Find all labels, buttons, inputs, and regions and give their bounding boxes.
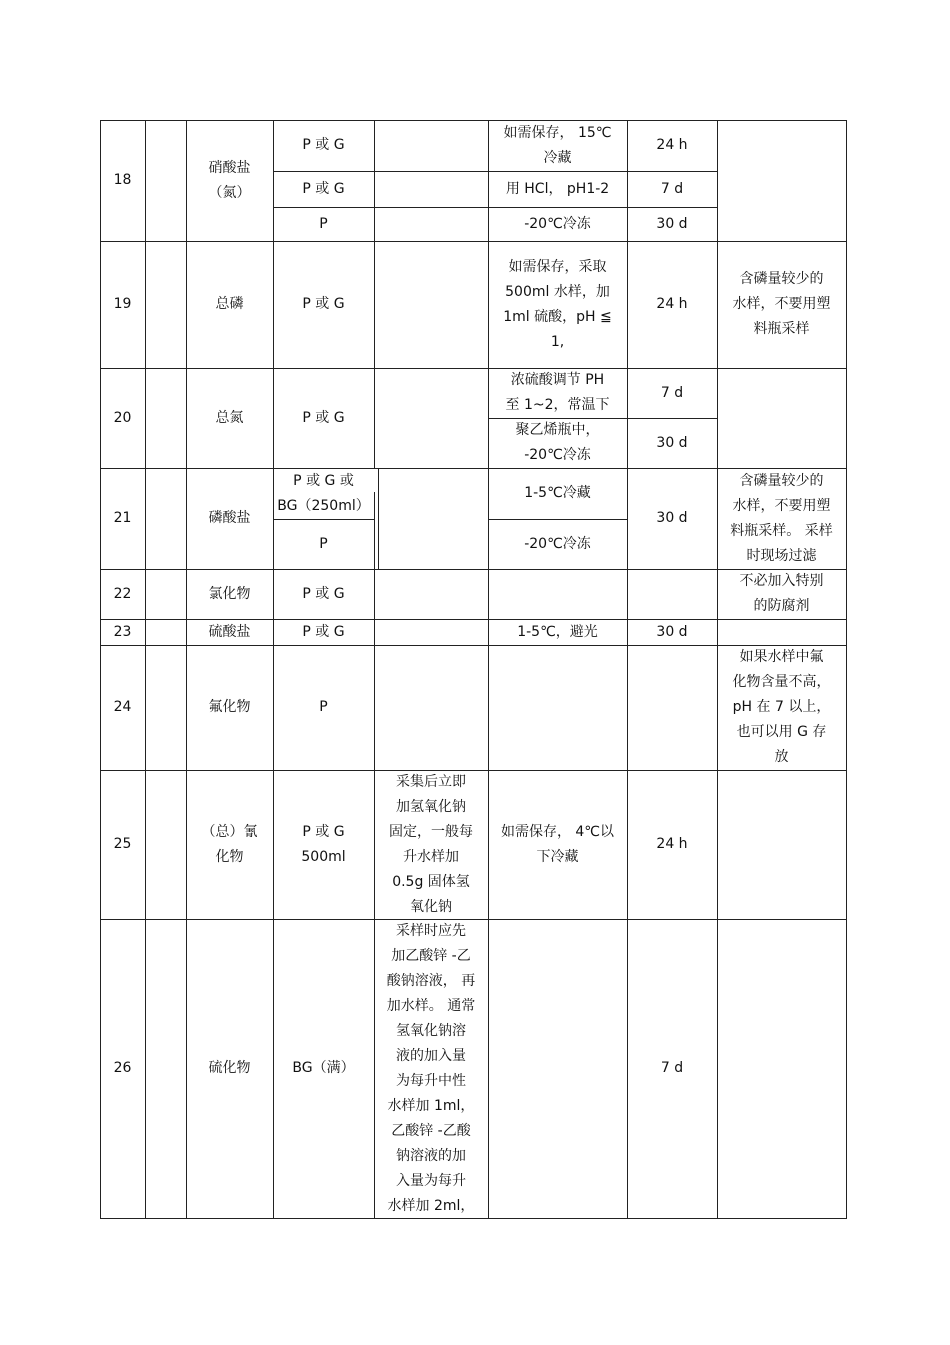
remark-line: 水样，不要用塑 [732,497,831,514]
item-name [186,619,273,645]
row-number-text: 24 [113,699,132,715]
container-type-line: P 或 G [302,296,345,312]
container-type-line: P 或 G [302,180,345,197]
container-type-line: P [319,699,328,715]
remark-line: 如果水样中氟 [739,649,824,665]
holding-time-line: 7 d [660,384,684,401]
holding-time [627,241,717,368]
storage-condition-line: 1-5℃冷藏 [524,485,591,501]
row-number-text: 21 [113,510,132,526]
row-number-text: 20 [113,409,132,426]
storage-condition [488,241,627,368]
holding-time-line: 30 d [656,434,688,451]
fixative-method-line: 固定，一般每 [389,823,473,840]
storage-condition [488,418,627,468]
fixative-method-line: 液的加入量 [396,1047,466,1064]
container-type [273,569,374,619]
remark-line: 含磷量较少的 [739,472,824,489]
holding-time-line: 30 d [656,215,688,232]
holding-time [627,207,717,241]
container-type-line: BG（满） [292,1060,355,1076]
holding-time-line: 24 h [656,296,688,312]
container-type-line: 500ml [301,848,346,865]
item-name-line: 硫化物 [208,1060,251,1076]
grid-line-vertical [846,120,847,1219]
grid-line-vertical [374,120,375,469]
row-number [100,770,145,919]
storage-condition [488,120,627,171]
container-type [273,919,374,1218]
container-type-line: P 或 G [302,585,345,602]
fixative-method-line: 乙酸锌 -乙酸 [391,1122,471,1139]
container-type [273,368,374,468]
remark-line: 水样，不要用塑 [732,296,831,312]
fixative-method-line: 酸钠溶液， 再 [386,972,476,989]
holding-time-line: 7 d [660,180,684,197]
storage-condition-line: -20℃冷冻 [524,215,591,232]
fixative-method-line: 氧化钠 [410,898,452,915]
container-type [273,120,374,171]
holding-time-line: 30 d [656,510,688,526]
holding-time-line: 24 h [656,836,688,852]
container-type-line: P [319,215,328,232]
row-number [100,919,145,1218]
storage-condition-line: 如需保存， 15℃ [503,124,612,141]
remark-line: 的防腐剂 [753,598,810,614]
holding-time [627,919,717,1218]
fixative-method-line: 加氢氧化钠 [396,798,466,815]
item-name [186,645,273,770]
container-type [273,645,374,770]
item-name-line: 化物 [215,848,244,865]
storage-condition [488,368,627,418]
container-type [273,770,374,919]
remark [717,645,846,770]
storage-condition-line: 1, [550,333,565,350]
container-type [273,619,374,645]
holding-time [627,418,717,468]
remark-line: pH 在 7 以上， [732,699,831,715]
holding-time [627,468,717,569]
remark-line: 含磷量较少的 [739,271,824,287]
row-number [100,468,145,569]
item-name-line: 硝酸盐 [208,159,251,176]
storage-condition-line: 500ml 水样，加 [505,283,610,300]
storage-condition [488,519,627,569]
fixative-method-line: 氢氧化钠溶 [396,1022,466,1039]
row-number [100,120,145,241]
item-name-line: 总磷 [215,296,244,312]
holding-time [627,770,717,919]
fixative-method-line: 升水样加 [403,848,459,865]
container-type-line: P [319,535,328,552]
fixative-method-line: 水样加 1ml， [387,1097,475,1114]
holding-time [627,171,717,207]
storage-condition-line: 聚乙烯瓶中， [515,422,600,438]
holding-time [627,368,717,418]
fixative-method [374,919,488,1218]
storage-condition-line: 至 1~2，常温下 [505,397,610,413]
item-name [186,368,273,468]
container-type-line: BG（250ml） [277,497,370,514]
remark [717,241,846,368]
container-type [273,468,374,519]
storage-condition-line: -20℃冷冻 [524,447,591,463]
remark-line: 化物含量不高， [732,674,831,690]
remark-line: 料瓶采样。 采样 [730,522,833,539]
container-type-line: P 或 G [302,823,345,840]
holding-time-line: 7 d [660,1060,684,1076]
row-number [100,368,145,468]
container-type [273,241,374,368]
remark-line: 料瓶采样 [753,321,810,337]
remark-line: 放 [774,749,789,765]
item-name [186,120,273,241]
fixative-method [374,770,488,919]
fixative-method-line: 采样时应先 [396,922,466,939]
holding-time-line: 24 h [656,137,688,153]
item-name-line: （氮） [208,184,251,201]
grid-line-vertical [145,120,146,1219]
container-type-line: P 或 G [302,409,345,426]
row-number-text: 26 [113,1060,132,1076]
storage-condition [488,619,627,645]
storage-condition-line: 1ml 硫酸，pH ≦ [503,308,612,325]
storage-condition [488,171,627,207]
item-name [186,919,273,1218]
storage-condition-line: 1-5℃，避光 [517,623,598,640]
item-name-line: 氟化物 [208,699,251,715]
container-type [273,207,374,241]
remark-line: 不必加入特别 [739,573,824,589]
storage-condition-line: -20℃冷冻 [524,535,591,552]
remark [717,468,846,569]
holding-time [627,120,717,171]
fixative-method-line: 0.5g 固体氢 [392,873,470,890]
holding-time [627,619,717,645]
item-name-line: 总氮 [215,409,244,426]
fixative-method-line: 水样加 2ml， [387,1197,475,1214]
row-number-text: 19 [113,296,132,312]
row-number-text: 18 [113,172,132,188]
container-type-line: P 或 G [302,137,345,153]
item-name-line: 氯化物 [208,585,251,602]
remark-line: 时现场过滤 [746,547,817,564]
holding-time-line: 30 d [656,623,688,640]
fixative-method-line: 加乙酸锌 -乙 [391,947,471,964]
remark [717,569,846,619]
storage-condition-line: 下冷藏 [536,848,579,865]
storage-condition-line: 用 HCl， pH1-2 [505,180,610,197]
fixative-method-line: 入量为每升 [396,1172,466,1189]
storage-condition-line: 如需保存， 4℃以 [500,823,615,840]
storage-condition-line: 冷藏 [543,149,572,166]
row-number [100,619,145,645]
item-name [186,770,273,919]
grid-line-vertical [378,468,379,570]
item-name-line: （总）氰 [201,823,258,840]
item-name [186,468,273,569]
container-type [273,171,374,207]
fixative-method-line: 钠溶液的加 [396,1147,466,1164]
item-name [186,569,273,619]
storage-condition [488,770,627,919]
row-number-text: 25 [113,836,132,852]
item-name-line: 磷酸盐 [208,510,251,526]
row-number [100,569,145,619]
container-type [273,519,374,569]
storage-condition-line: 如需保存，采取 [508,258,607,275]
item-name-line: 硫酸盐 [208,623,251,640]
container-type-line: P 或 G [302,623,345,640]
fixative-method-line: 为每升中性 [396,1072,466,1089]
storage-condition [488,207,627,241]
fixative-method-line: 采集后立即 [396,773,466,790]
row-number-text: 23 [113,623,132,640]
row-number [100,241,145,368]
storage-condition [488,468,627,519]
item-name [186,241,273,368]
remark-line: 也可以用 G 存 [736,724,827,740]
container-type-line: P 或 G 或 [293,472,354,489]
storage-condition-line: 浓硫酸调节 PH [510,372,605,388]
row-number-text: 22 [113,585,132,602]
row-number [100,645,145,770]
fixative-method-line: 加水样。 通常 [386,997,476,1014]
